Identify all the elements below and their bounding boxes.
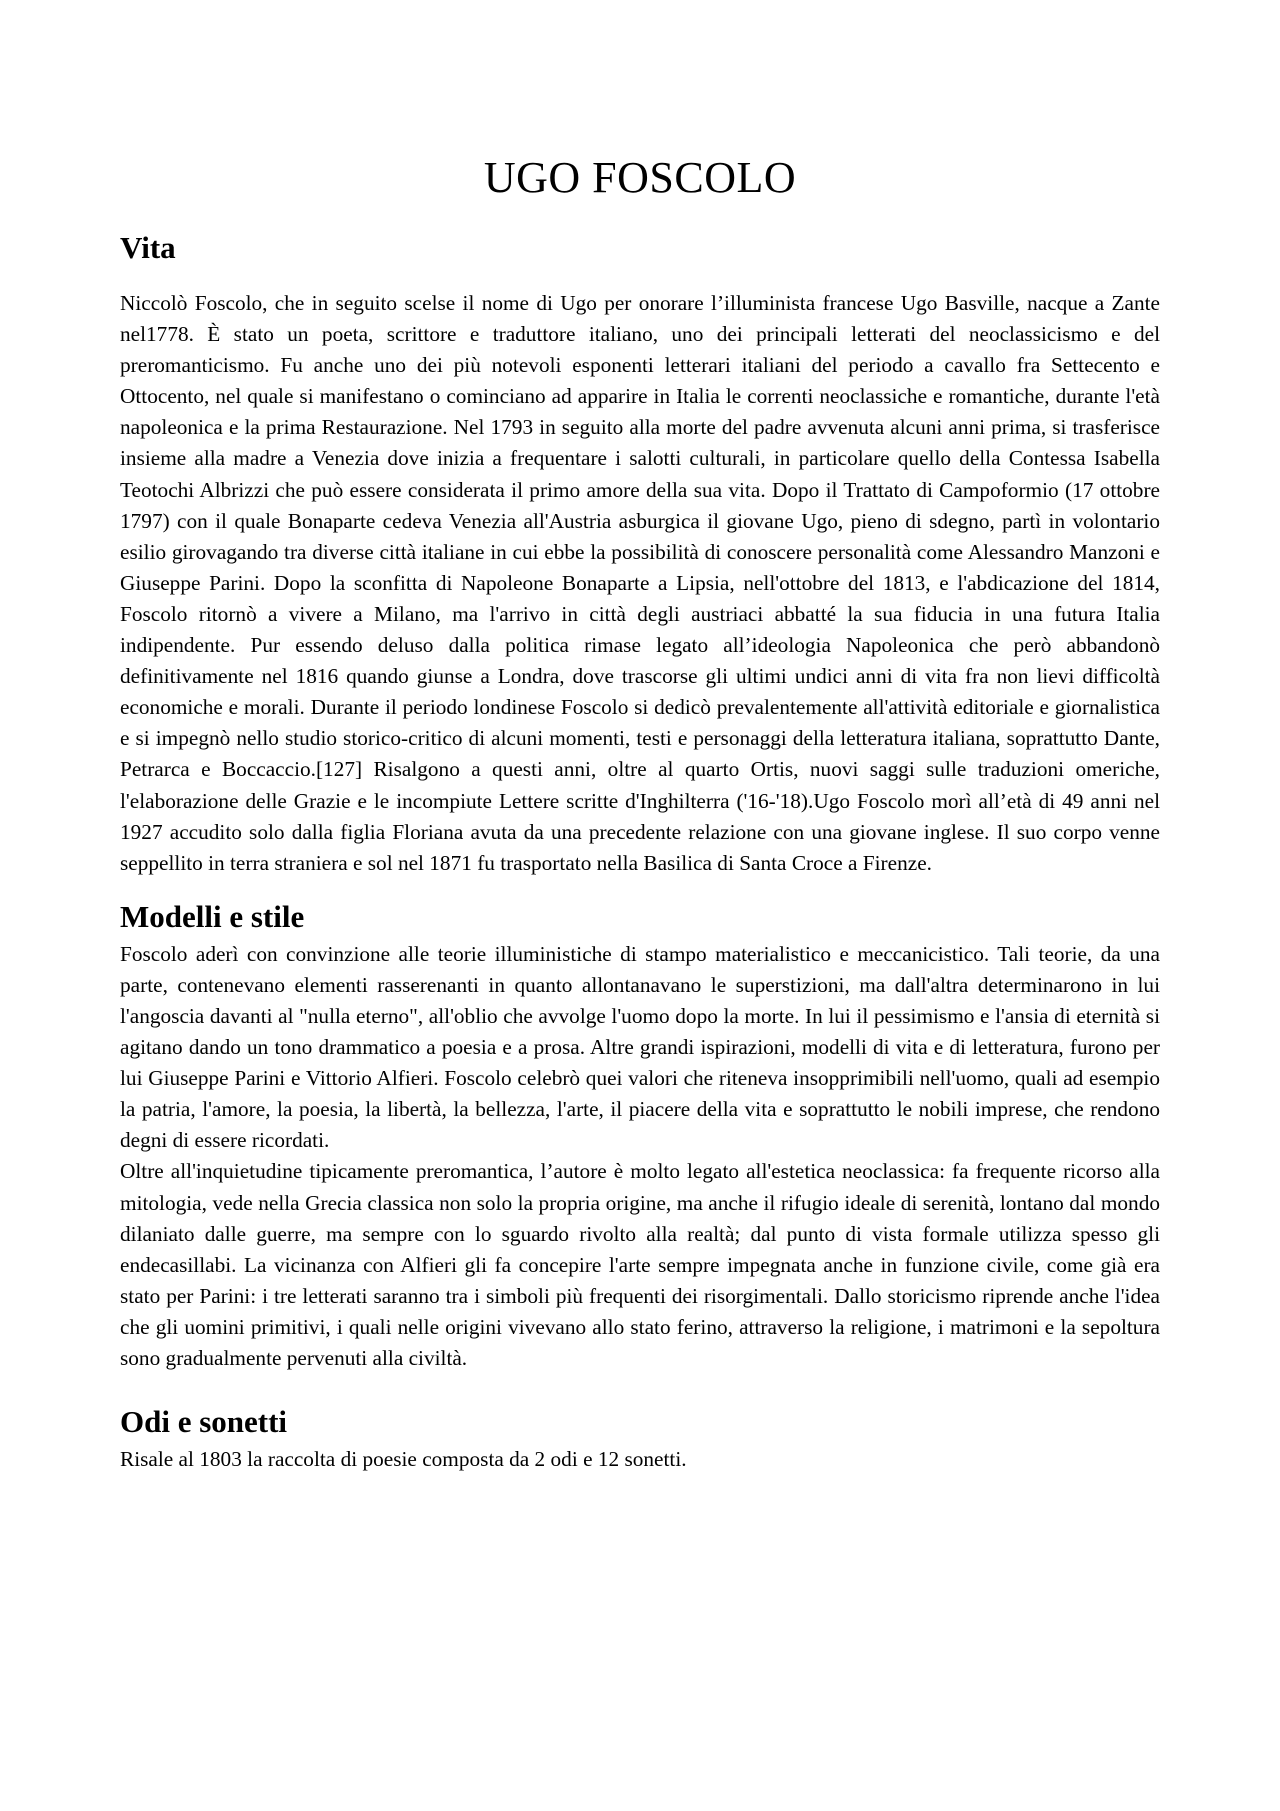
paragraph-odi-1: Risale al 1803 la raccolta di poesie composta da 2 odi e 12 sonetti. [120, 1447, 687, 1472]
paragraph-modelli-1: Foscolo aderì con convinzione alle teorie illuministiche di stampo materialistico e meccanicistico. Tali teorie, da una parte, contenevano elementi rasserenanti in quanto allontanavano le superstizioni, ma dall'altra determinarono in lui l'angoscia davanti al "nulla eterno", all'oblio che avvolge l'uomo dopo la morte. In lui il pessimismo e l'ansia di eternità si agitano dando un tono drammatico a poesia e a prosa. Altre grandi ispirazioni, modelli di vita e di letteratura, furono per lui Giuseppe Parini e Vittorio Alfieri. Foscolo celebrò quei valori che riteneva insopprimibili nell'uomo, quali ad esempio la patria, l'amore, la poesia, la libertà, la bellezza, l'arte, il piacere della vita e soprattutto le nobili imprese, che rendono degni di essere ricordati. [120, 941, 1160, 1153]
section-modelli-e-stile [120, 897, 1160, 1374]
document-title: UGO FOSCOLO [483, 153, 797, 202]
document-page [120, 150, 1160, 1475]
section-vita [120, 228, 1160, 879]
section-heading-odi-e-sonetti: Odi e sonetti [120, 1404, 288, 1440]
section-heading-modelli-e-stile: Modelli e stile [120, 898, 305, 934]
section-heading-vita: Vita [120, 230, 176, 265]
section-odi-e-sonetti [120, 1402, 1160, 1475]
paragraph-vita-1: Niccolò Foscolo, che in seguito scelse il nome di Ugo per onorare l’illuminista francese Ugo Basville, nacque a Zante nel1778. È stato un poeta, scrittore e traduttore italiano, uno dei principali letterati del neoclassicismo e del preromanticismo. Fu anche uno dei più notevoli esponenti letterari italiani del periodo a cavallo fra Settecento e Ottocento, nel quale si manifestano o cominciano ad apparire in Italia le correnti neoclassiche e romantiche, durante l'età napoleonica e la prima Restaurazione. Nel 1793 in seguito alla morte del padre avvenuta alcuni anni prima, si trasferisce insieme alla madre a Venezia dove inizia a frequentare i salotti culturali, in particolare quello della Contessa Isabella Teotochi Albrizzi che può essere considerata il primo amore della sua vita. Dopo il Trattato di Campoformio (17 ottobre 1797) con il quale Bonaparte cedeva Venezia all'Austria asburgica il giovane Ugo, pieno di sdegno, partì in volontario esilio girovagando tra diverse città italiane in cui ebbe la possibilità di conoscere personalità come Alessandro Manzoni e Giuseppe Parini. Dopo la sconfitta di Napoleone Bonaparte a Lipsia, nell'ottobre del 1813, e l'abdicazione del 1814, Foscolo ritornò a vivere a Milano, ma l'arrivo in città degli austriaci abbatté la sua fiducia in una futura Italia indipendente. Pur essendo deluso dalla politica rimase legato all’ideologia Napoleonica che però abbandonò definitivamente nel 1816 quando giunse a Londra, dove trascorse gli ultimi undici anni di vita fra non lievi difficoltà economiche e morali. Durante il periodo londinese Foscolo si dedicò prevalentemente all'attività editoriale e giornalistica e si impegnò nello studio storico-critico di alcuni momenti, testi e personaggi della letteratura italiana, soprattutto Dante, Petrarca e Boccaccio.[127] Risalgono a questi anni, oltre al quarto Ortis, nuovi saggi sulle traduzioni omeriche, l'elaborazione delle Grazie e le incompiute Lettere scritte d'Inghilterra ('16-'18).Ugo Foscolo morì all’età di 49 anni nel 1927 accudito solo dalla figlia Floriana avuta da una precedente relazione con una giovane inglese. Il suo corpo venne seppellito in terra straniera e sol nel 1871 fu trasportato nella Basilica di Santa Croce a Firenze. [120, 291, 1160, 875]
paragraph-modelli-2: Oltre all'inquietudine tipicamente preromantica, l’autore è molto legato all'estetica neoclassica: fa frequente ricorso alla mitologia, vede nella Grecia classica non solo la propria origine, ma anche il rifugio ideale di serenità, lontano dal mondo dilaniato dalle guerre, ma sempre con lo sguardo rivolto alla realtà; dal punto di vista formale utilizza spesso gli endecasillabi. La vicinanza con Alfieri gli fa concepire l'arte sempre impegnata anche in funzione civile, come già era stato per Parini: i tre letterati saranno tra i simboli più frequenti dei risorgimentali. Dallo storicismo riprende anche l'idea che gli uomini primitivi, i quali nelle origini vivevano allo stato ferino, attraverso la religione, i matrimoni e la sepoltura sono gradualmente pervenuti alla civiltà. [120, 1159, 1160, 1370]
